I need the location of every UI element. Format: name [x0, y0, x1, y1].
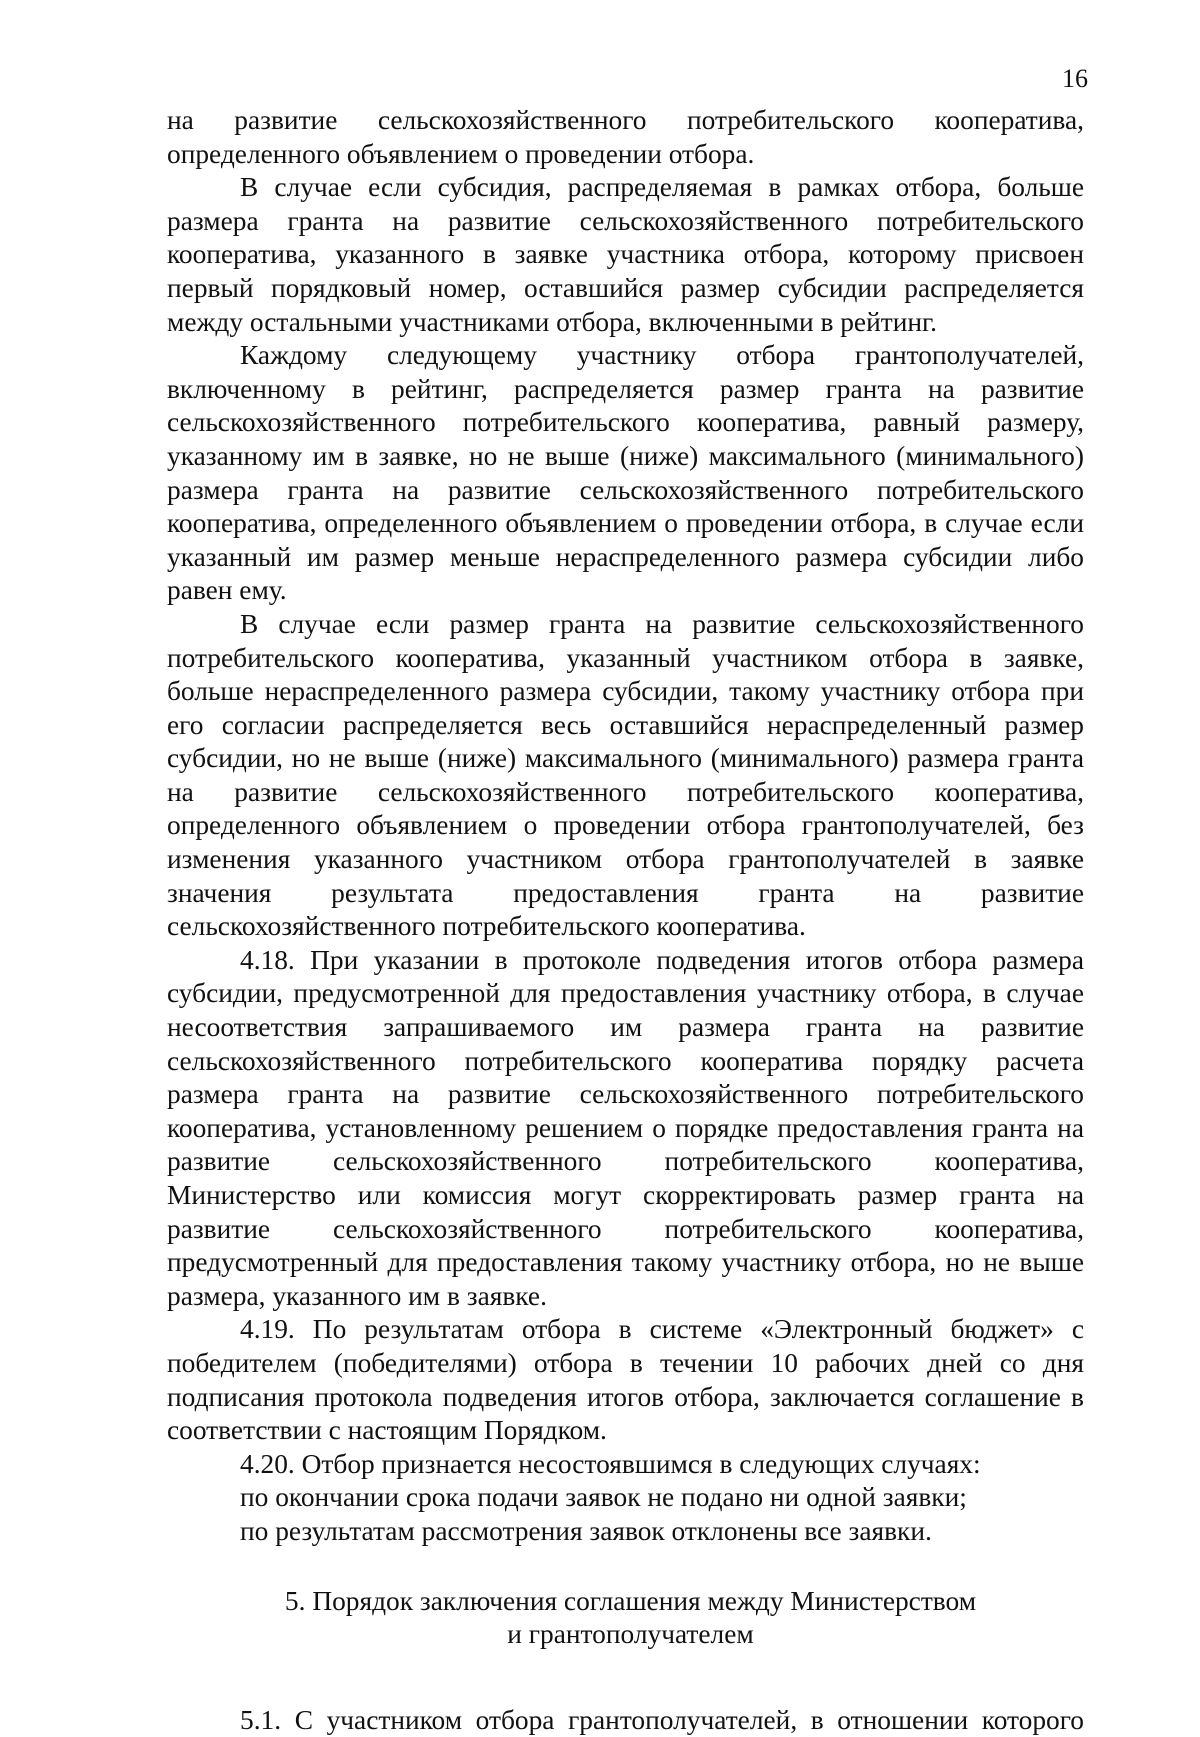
- list-item-no-applications: по окончании срока подачи заявок не подано ни одной заявки;: [240, 1482, 967, 1513]
- paragraph-4-20: 4.20. Отбор признается несостоявшимся в следующих случаях:: [240, 1448, 981, 1479]
- paragraph-subsidy-remainder: В случае если субсидия, распределяемая в рамках отбора, больше размера гранта на развитие сельскохозяйственного потребительского кооператива, указанного в заявке участника отбора, которому присвоен первый порядковый номер, оставшийся размер субсидии распределяется между остальными участниками отбора, включенными в рейтинг.: [167, 172, 1084, 337]
- paragraph-4-18: 4.18. При указании в протоколе подведения итогов отбора размера субсидии, предусмотренной для предоставления участнику отбора, в случае несоответствия запрашиваемого им размера гранта на развитие сельскохозяйственного потребительского кооператива порядку расчета размера гранта на развитие сельскохозяйственного потребительского кооператива, установленному решением о порядке предоставления гранта на развитие сельскохозяйственного потребительского кооператива, Министерство или комиссия могут скорректировать размер гранта на развитие сельскохозяйственного потребительского кооператива, предусмотренный для предоставления такому участнику отбора, но не выше размера, указанного им в заявке.: [167, 944, 1084, 1311]
- paragraph-4-19: 4.19. По результатам отбора в системе «Электронный бюджет» с победителем (победителями) отбора в течении 10 рабочих дней со дня подписания протокола подведения итогов отбора, заключается соглашение в соответствии с настоящим Порядком.: [167, 1314, 1084, 1446]
- document-body: [167, 104, 1084, 1737]
- section-heading-line1: 5. Порядок заключения соглашения между Министерством: [284, 1585, 977, 1616]
- page-number: 16: [1062, 64, 1088, 93]
- list-item-all-rejected: по результатам рассмотрения заявок отклонены все заявки.: [240, 1515, 932, 1546]
- paragraph-next-participant: Каждому следующему участнику отбора грантополучателей, включенному в рейтинг, распределяется размер гранта на развитие сельскохозяйственного потребительского кооператива, равный размеру, указанному им в заявке, но не выше (ниже) максимального (минимального) размера гранта на развитие сельскохозяйственного потребительского кооператива, определенного объявлением о проведении отбора, в случае если указанный им размер меньше нераспределенного размера субсидии либо равен ему.: [167, 340, 1084, 606]
- paragraph-5-1: 5.1. С участником отбора грантополучателей, в отношении которого: [240, 1704, 1084, 1735]
- paragraph-continuation: на развитие сельскохозяйственного потребительского кооператива, определенного объявлением о проведении отбора.: [167, 105, 1084, 169]
- paragraph-grant-exceeds: В случае если размер гранта на развитие сельскохозяйственного потребительского кооператива, указанный участником отбора в заявке, больше нераспределенного размера субсидии, такому участнику отбора при его согласии распределяется весь оставшийся нераспределенный размер субсидии, но не выше (ниже) максимального (минимального) размера гранта на развитие сельскохозяйственного потребительского кооператива, определенного объявлением о проведении отбора грантополучателей, без изменения указанного участником отбора грантополучателей в заявке значения результата предоставления гранта на развитие сельскохозяйственного потребительского кооператива.: [167, 608, 1084, 942]
- section-heading-line2: и грантополучателем: [507, 1619, 754, 1650]
